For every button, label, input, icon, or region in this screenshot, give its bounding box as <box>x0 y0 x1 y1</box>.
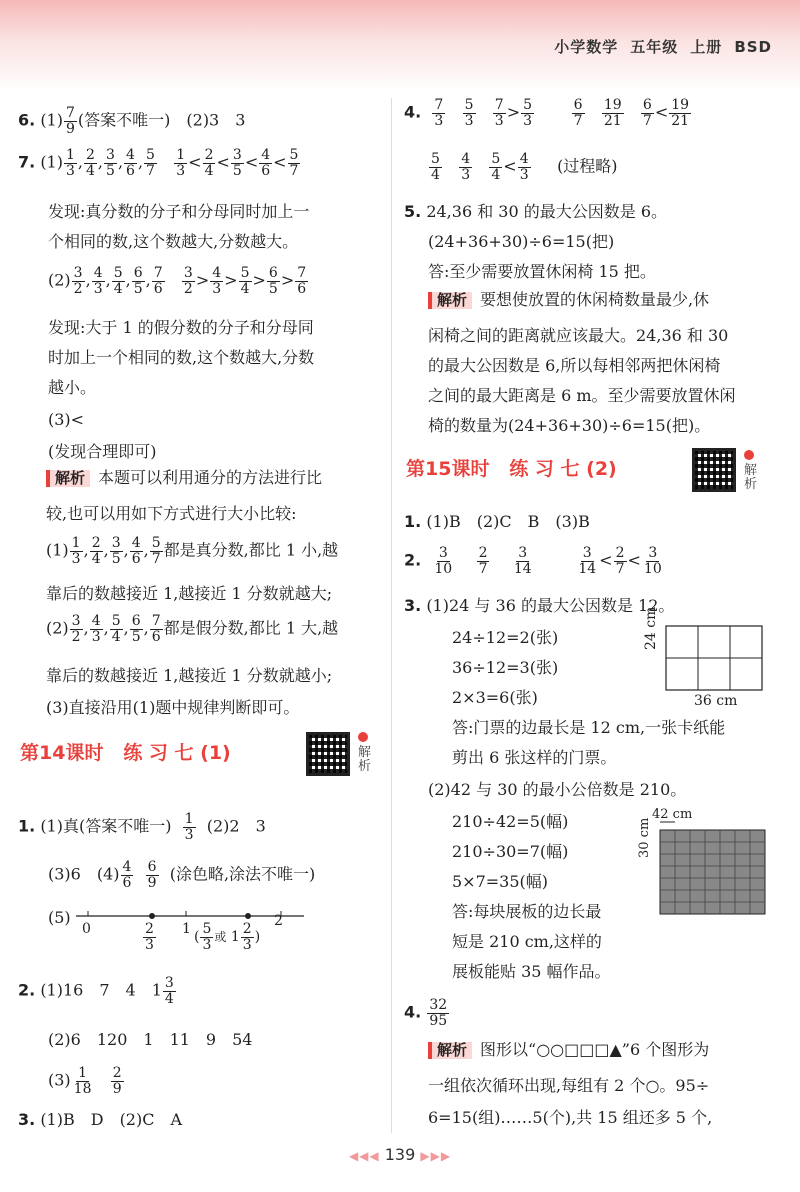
r4-row1: 4. $\frac{7}{3}$ $\frac{5}{3}$ $\frac{7}{3}$ > $\frac{5}{3}$ $\frac{6}{7}$ $\frac{19}{21}$ $\frac{6}{7}$ < $\frac{19}{21}$ <box>404 97 690 129</box>
dim-width: 36 cm <box>694 693 738 709</box>
answer-7-part3: (3)< <box>48 410 85 429</box>
s2-line2: (2)6 120 1 11 9 54 <box>48 1030 253 1049</box>
analysis-tag: 解析 <box>46 470 90 487</box>
t3-line1: 3. (1)24 与 36 的最大公因数是 12。 <box>404 596 675 615</box>
grade: 五年级 <box>630 38 679 56</box>
play-icon <box>358 732 368 742</box>
page-footer <box>0 1145 800 1164</box>
tick-label-1: 1 <box>182 921 191 937</box>
board-rect <box>660 830 765 914</box>
t2-line: 2. $\frac{3}{10}$ $\frac{2}{7}$ $\frac{3}{14}$ $\frac{3}{14}$ < $\frac{2}{7}$ < $\frac{3}{10}$ <box>404 545 662 577</box>
answer-7-part2: (2) $\frac{3}{2}$ , $\frac{4}{3}$ , $\frac{5}{4}$ , $\frac{6}{5}$ , $\frac{7}{6}$ $\frac{3}{2}$ > $\frac{4}{3}$ > $\frac{5}{4}$ > $\frac{6}{5}$ > $\frac{7}{6}$ <box>48 265 307 297</box>
s2-line3: (3) $\frac{1}{18}$ $\frac{2}{9}$ <box>48 1065 122 1097</box>
point-label-5-3: ( $\frac{5}{3}$ 或 1 $\frac{2}{3}$ ) <box>194 921 261 953</box>
analysis-3: 解析 图形以“○○□□□▲”6 个图形为 <box>428 1042 709 1059</box>
number-line-label: (5) <box>48 908 71 927</box>
s1-line1: 1. (1)真(答案不唯一) $\frac{1}{3}$ (2)2 3 <box>18 811 266 843</box>
analysis-2: 解析 要想使放置的休闲椅数量最少,休 <box>428 292 709 309</box>
qr-code[interactable] <box>692 448 736 492</box>
page-number: 139 <box>384 1145 416 1164</box>
dim-width-2: 42 cm <box>652 807 693 822</box>
qr-label: 解析 <box>358 745 372 775</box>
t1-line: 1. (1)B (2)C B (3)B <box>404 512 590 531</box>
fraction: $\frac{7}{9}$ <box>65 105 75 137</box>
point-label-2-3: $\frac{2}{3}$ <box>145 921 154 953</box>
finding-2b: 时加上一个相同的数,这个数越大,分数 <box>48 348 315 367</box>
answer-7-part1: 7. (1) $\frac{1}{3}$ , $\frac{2}{4}$ , $\frac{3}{5}$ , $\frac{4}{6}$ , $\frac{5}{7}$ $\frac{1}{3}$ < $\frac{2}{4}$ < $\frac{3}{5}$ < $\frac{4}{6}$ < $\frac{5}{7}$ <box>18 147 299 179</box>
volume: 上册 <box>690 38 723 56</box>
finding-1b: 个相同的数,这个数越大,分数越大。 <box>48 232 299 251</box>
board-diagram <box>636 814 776 924</box>
r5-line1: 5. 24,36 和 30 的最大公因数是 6。 <box>404 202 668 221</box>
column-divider <box>391 98 392 1133</box>
t3-line7: (2)42 与 30 的最小公倍数是 210。 <box>428 780 687 799</box>
r4-row2: $\frac{5}{4}$ $\frac{4}{3}$ $\frac{5}{4}$ < $\frac{4}{3}$ (过程略) <box>431 151 618 183</box>
finding-2c: 越小。 <box>48 378 97 397</box>
analysis-1-line5: (2) $\frac{3}{2}$ , $\frac{4}{3}$ , $\frac{5}{4}$ , $\frac{6}{5}$ , $\frac{7}{6}$ 都是假分数,都比 1 大,越 <box>46 613 339 645</box>
right-arrows: ▶▶▶ <box>420 1149 452 1163</box>
point-2-3 <box>149 913 155 919</box>
s1-line2: (3)6 (4) $\frac{4}{6}$ $\frac{6}{9}$ (涂色略,涂法不唯一) <box>48 859 316 891</box>
dim-height: 24 cm <box>643 606 659 650</box>
answer-7-note: (发现合理即可) <box>48 442 157 461</box>
t4-line: 4. $\frac{32}{95}$ <box>404 997 448 1029</box>
play-icon <box>744 450 754 460</box>
tick-label-0: 0 <box>82 921 91 937</box>
finding-2a: 发现:大于 1 的假分数的分子和分母同 <box>48 318 314 337</box>
s3-line1: 3. (1)B D (2)C A <box>18 1110 183 1129</box>
qr-code[interactable] <box>306 732 350 776</box>
finding-1a: 发现:真分数的分子和分母同时加上一 <box>48 202 310 221</box>
qr-label: 解析 <box>744 463 758 493</box>
lesson-15-title: 第15课时 练 习 七 (2) <box>406 458 617 480</box>
analysis-1-line3: (1) $\frac{1}{3}$ , $\frac{2}{4}$ , $\frac{3}{5}$ , $\frac{4}{6}$ , $\frac{5}{7}$ 都是真分数,都比 1 小,越 <box>46 535 339 567</box>
page-header <box>542 36 772 57</box>
s2-line1: 2. (1)16 7 4 1 $\frac{3}{4}$ <box>18 975 174 1007</box>
dim-height-2: 30 cm <box>637 817 652 858</box>
analysis-1: 解析 本题可以利用通分的方法进行比 <box>46 470 322 487</box>
answer-6: 6. (1) $\frac{7}{9}$ (答案不唯一) (2)3 3 <box>18 105 246 137</box>
point-5-3 <box>245 913 251 919</box>
subject: 小学数学 <box>554 38 619 56</box>
left-arrows: ◀◀◀ <box>348 1149 380 1163</box>
edition: BSD <box>734 38 772 56</box>
lesson-14-title: 第14课时 练 习 七 (1) <box>20 742 231 764</box>
tick-label-2: 2 <box>274 913 283 929</box>
